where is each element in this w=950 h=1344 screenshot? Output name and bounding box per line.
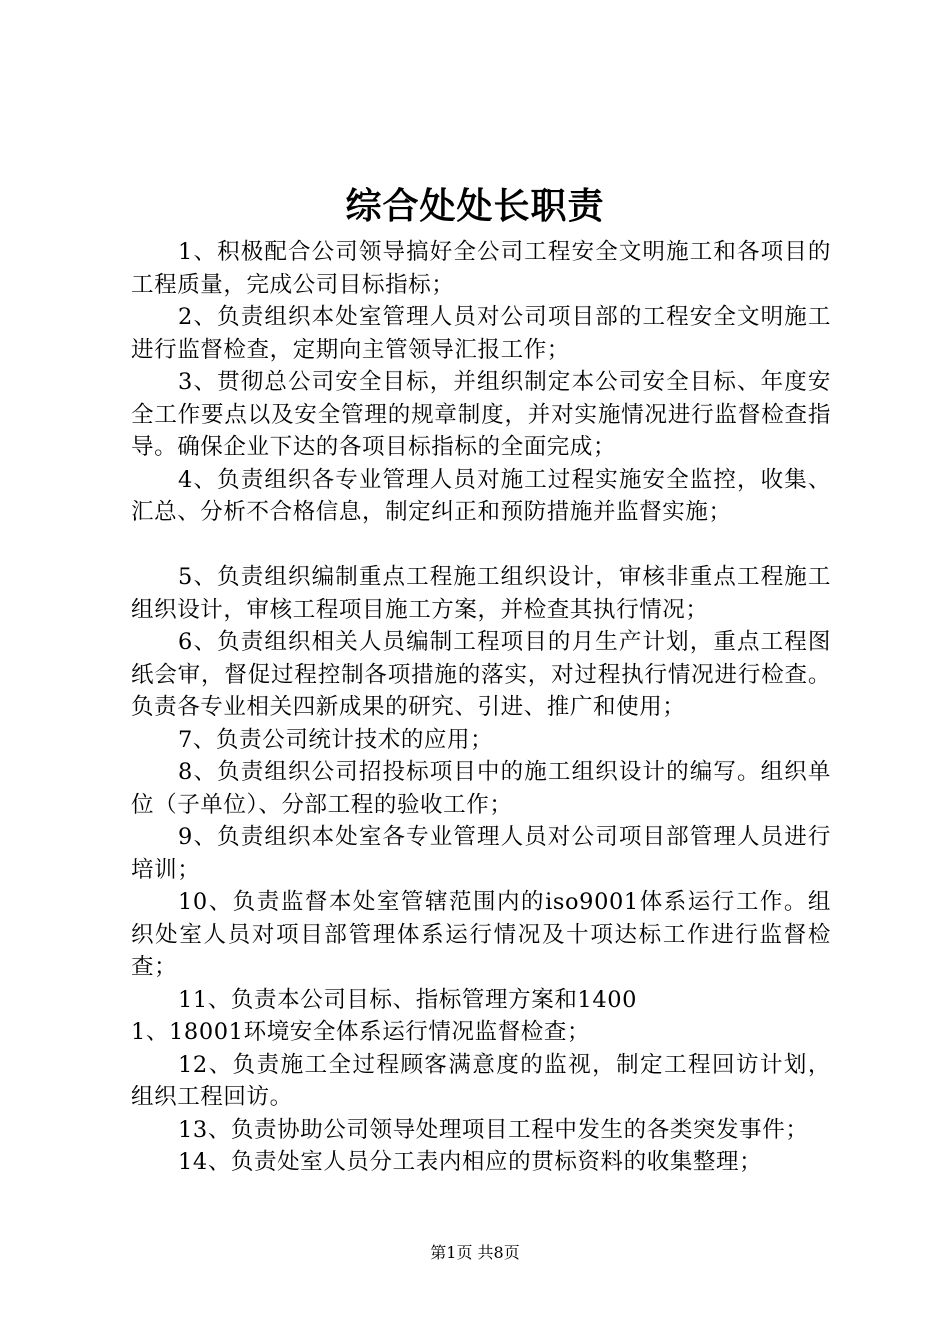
paragraph-14: 14、负责处室人员分工表内相应的贯标资料的收集整理； (178, 1149, 763, 1175)
paragraph-10: 10、负责监督本处室管辖范围内的iso9001体系运行工作。组织处室人员对项目部管理体系运行情况及十项达标工作进行监督检查； (131, 889, 831, 980)
paragraph-11-continued: 1、18001环境安全体系运行情况监督检查； (131, 1019, 591, 1045)
document-body (131, 236, 831, 1179)
paragraph-1: 1、积极配合公司领导搞好全公司工程安全文明施工和各项目的工程质量，完成公司目标指标； (131, 239, 831, 298)
page-footer: 第1页 共8页 (430, 1243, 520, 1262)
paragraph-9: 9、负责组织本处室各专业管理人员对公司项目部管理人员进行培训； (131, 824, 831, 883)
paragraph-8: 8、负责组织公司招投标项目中的施工组织设计的编写。组织单位（子单位）、分部工程的验收工作； (131, 759, 831, 818)
paragraph-13: 13、负责协助公司领导处理项目工程中发生的各类突发事件； (178, 1116, 809, 1143)
paragraph-12: 12、负责施工全过程顾客满意度的监视，制定工程回访计划，组织工程回访。 (131, 1051, 831, 1110)
document-title: 综合处处长职责 (345, 185, 605, 227)
paragraph-3: 3、贯彻总公司安全目标，并组织制定本公司安全目标、年度安全工作要点以及安全管理的规章制度，并对实施情况进行监督检查指导。确保企业下达的各项目标指标的全面完成； (131, 369, 831, 460)
paragraph-2: 2、负责组织本处室管理人员对公司项目部的工程安全文明施工进行监督检查，定期向主管领导汇报工作； (131, 304, 831, 363)
paragraph-5: 5、负责组织编制重点工程施工组织设计，审核非重点工程施工组织设计，审核工程项目施工方案，并检查其执行情况； (131, 564, 831, 623)
paragraph-4: 4、负责组织各专业管理人员对施工过程实施安全监控，收集、汇总、分析不合格信息，制定纠正和预防措施并监督实施； (131, 466, 831, 525)
paragraph-6: 6、负责组织相关人员编制工程项目的月生产计划，重点工程图纸会审，督促过程控制各项措施的落实，对过程执行情况进行检查。负责各专业相关四新成果的研究、引进、推广和使用； (131, 629, 831, 720)
paragraph-7: 7、负责公司统计技术的应用； (178, 726, 494, 753)
paragraph-11: 11、负责本公司目标、指标管理方案和1400 (178, 986, 638, 1013)
